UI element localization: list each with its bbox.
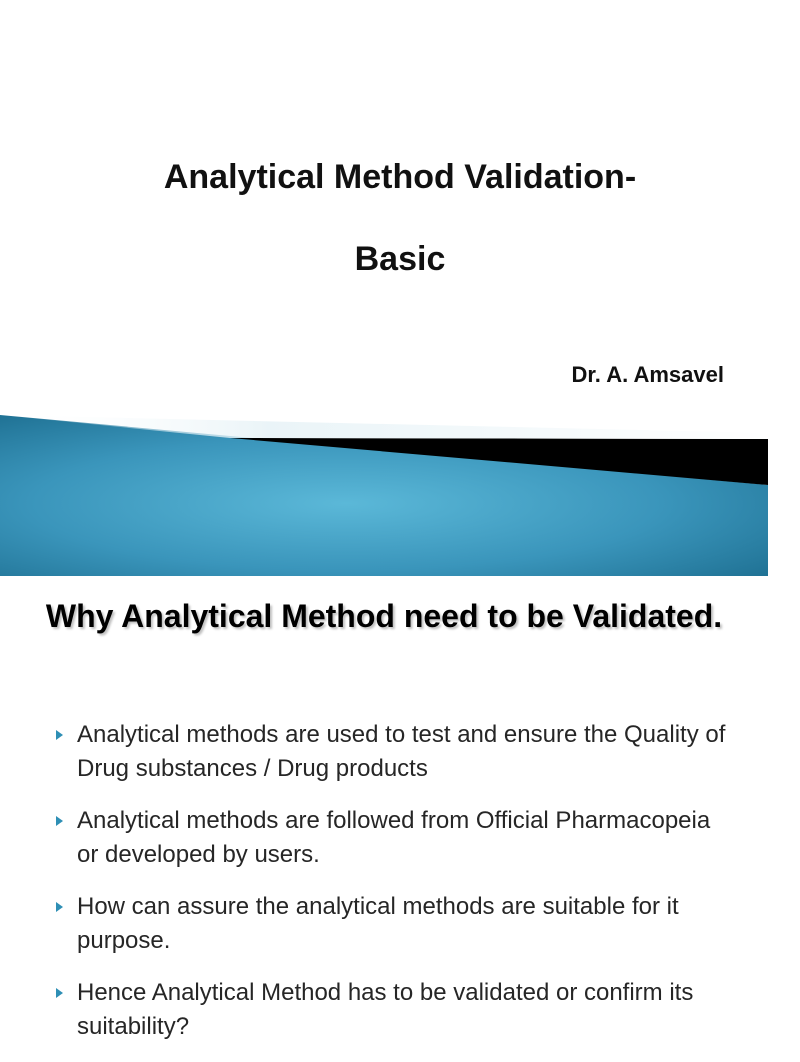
author-name: Dr. A. Amsavel <box>571 362 724 387</box>
bullet-item <box>50 976 730 1044</box>
content-slide <box>0 576 768 1040</box>
bullet-list <box>50 718 730 1062</box>
triangle-right-icon <box>56 816 63 826</box>
triangle-right-icon <box>56 988 63 998</box>
bullet-item <box>50 804 730 872</box>
decorative-banner <box>0 415 768 576</box>
bullet-text: How can assure the analytical methods are suitable for it purpose. <box>77 893 679 954</box>
triangle-right-icon <box>56 902 63 912</box>
triangle-right-icon <box>56 730 63 740</box>
slide-heading: Why Analytical Method need to be Validated. <box>45 598 723 634</box>
bullet-text: Hence Analytical Method has to be validated or confirm its suitability? <box>77 979 694 1040</box>
bullet-item <box>50 890 730 958</box>
bullet-text: Analytical methods are used to test and ensure the Quality of Drug substances / Drug products <box>77 721 726 782</box>
bullet-item <box>50 718 730 786</box>
bullet-text: Analytical methods are followed from Official Pharmacopeia or developed by users. <box>77 807 711 868</box>
slide-title-line-2: Basic <box>354 240 446 278</box>
slide-title-line-1: Analytical Method Validation- <box>163 158 637 196</box>
